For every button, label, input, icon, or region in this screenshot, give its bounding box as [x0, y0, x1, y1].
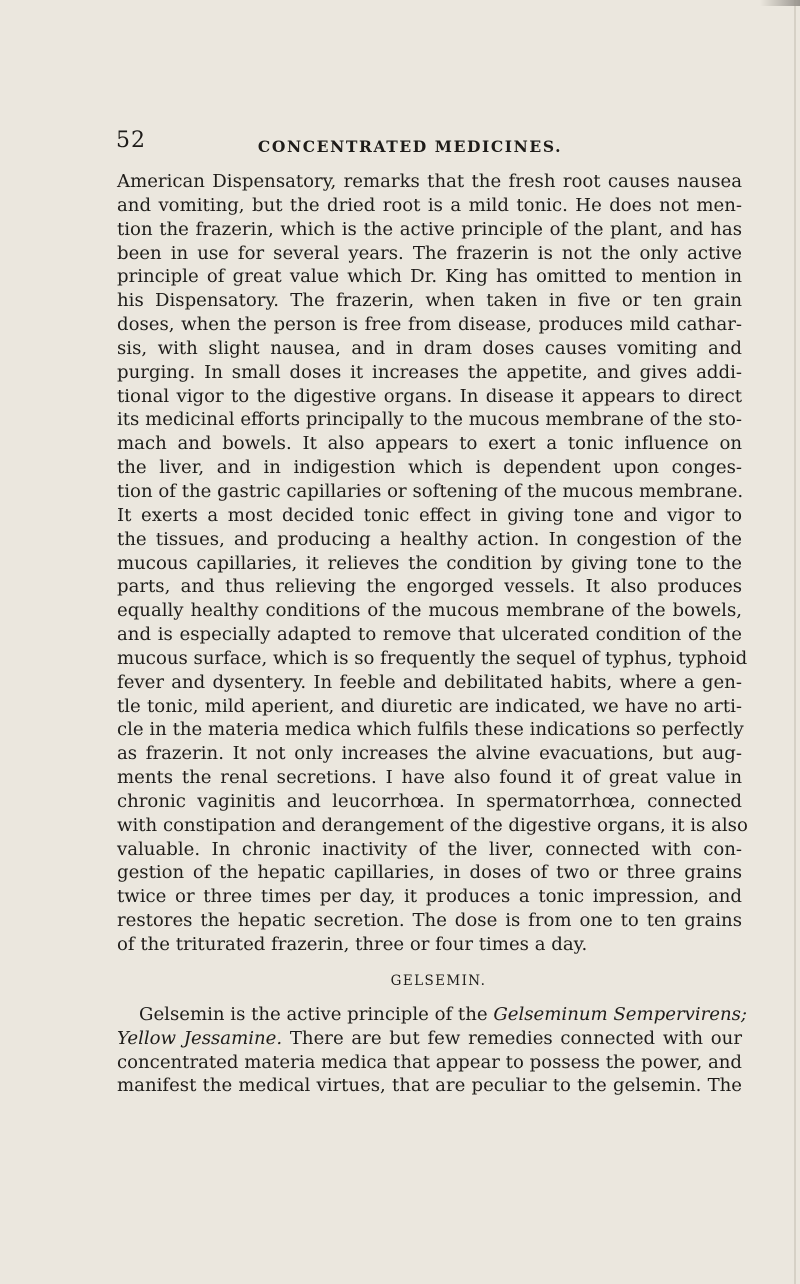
text-line: his Dispensatory. The frazerin, when taken in five or ten grain [117, 290, 742, 312]
text-line: chronic vaginitis and leucorrhœa. In spermatorrhœa, connected [117, 790, 742, 812]
common-name: Yellow Jessamine. [117, 1027, 283, 1049]
latin-name: Gelseminum Sempervirens; [493, 1003, 748, 1025]
text-line: and vomiting, but the dried root is a mild tonic. He does not men- [117, 194, 742, 216]
page-number: 52 [116, 128, 146, 153]
text-line: parts, and thus relieving the engorged vessels. It also produces [117, 576, 742, 598]
text-line: tle tonic, mild aperient, and diuretic are indicated, we have no arti- [117, 695, 742, 717]
text-line: mucous capillaries, it relieves the condition by giving tone to the [117, 552, 742, 574]
text-line: tion of the gastric capillaries or softening of the mucous membrane. [117, 480, 744, 502]
text-line: mucous surface, which is so frequently the sequel of typhus, typhoid [117, 647, 748, 669]
text-line: been in use for several years. The frazerin is not the only active [117, 242, 742, 264]
text-line: restores the hepatic secretion. The dose is from one to ten grains [117, 910, 742, 932]
text-line: tion the frazerin, which is the active principle of the plant, and has [117, 218, 742, 240]
text-line: It exerts a most decided tonic effect in giving tone and vigor to [117, 504, 742, 526]
text-line: of the triturated frazerin, three or four times a day. [117, 934, 588, 955]
text-line: equally healthy conditions of the mucous membrane of the bowels, [117, 600, 742, 622]
text-line: mach and bowels. It also appears to exert a tonic influence on [117, 433, 742, 455]
text-run: There are but few remedies connected with our [282, 1027, 742, 1049]
text-line: its medicinal efforts principally to the mucous membrane of the sto- [117, 409, 742, 431]
text-line: tional vigor to the digestive organs. In disease it appears to direct [117, 385, 742, 407]
text-line: cle in the materia medica which fulfils these indications so perfectly [117, 719, 744, 741]
text-line [117, 1003, 748, 1027]
paragraph-gelsemin [117, 1003, 748, 1098]
text-line: doses, when the person is free from disease, produces mild cathar- [117, 314, 742, 336]
text-line: manifest the medical virtues, that are peculiar to the gelsemin. The [117, 1075, 742, 1097]
text-line: twice or three times per day, it produces a tonic impression, and [117, 886, 742, 908]
paragraph-frazerin [117, 170, 748, 957]
text-line [117, 1027, 742, 1051]
text-line: valuable. In chronic inactivity of the liver, connected with con- [117, 838, 742, 860]
text-line: gestion of the hepatic capillaries, in doses of two or three grains [117, 862, 742, 884]
text-line: as frazerin. It not only increases the alvine evacuations, but aug- [117, 743, 742, 765]
text-line: the tissues, and producing a healthy action. In congestion of the [117, 528, 742, 550]
text-line: ments the renal secretions. I have also found it of great value in [117, 767, 742, 789]
text-line: fever and dysentery. In feeble and debilitated habits, where a gen- [117, 671, 742, 693]
text-line: and is especially adapted to remove that ulcerated condition of the [117, 624, 742, 646]
text-line: American Dispensatory, remarks that the fresh root causes nausea [117, 171, 742, 192]
text-line: the liver, and in indigestion which is dependent upon conges- [117, 457, 742, 479]
text-run: Gelsemin is the active principle of the [139, 1003, 494, 1025]
text-line: with constipation and derangement of the digestive organs, it is also [117, 814, 748, 836]
text-line: concentrated materia medica that appear to possess the power, and [117, 1051, 742, 1073]
section-title-gelsemin: GELSEMIN. [390, 972, 487, 989]
body-text [117, 170, 748, 1098]
running-title: CONCENTRATED MEDICINES. [257, 137, 563, 156]
text-line: sis, with slight nausea, and in dram doses causes vomiting and [117, 337, 742, 359]
page-edge [794, 0, 796, 1284]
page-corner-shadow [760, 0, 800, 6]
text-line: purging. In small doses it increases the appetite, and gives addi- [117, 361, 742, 383]
text-line: principle of great value which Dr. King has omitted to mention in [117, 266, 742, 288]
